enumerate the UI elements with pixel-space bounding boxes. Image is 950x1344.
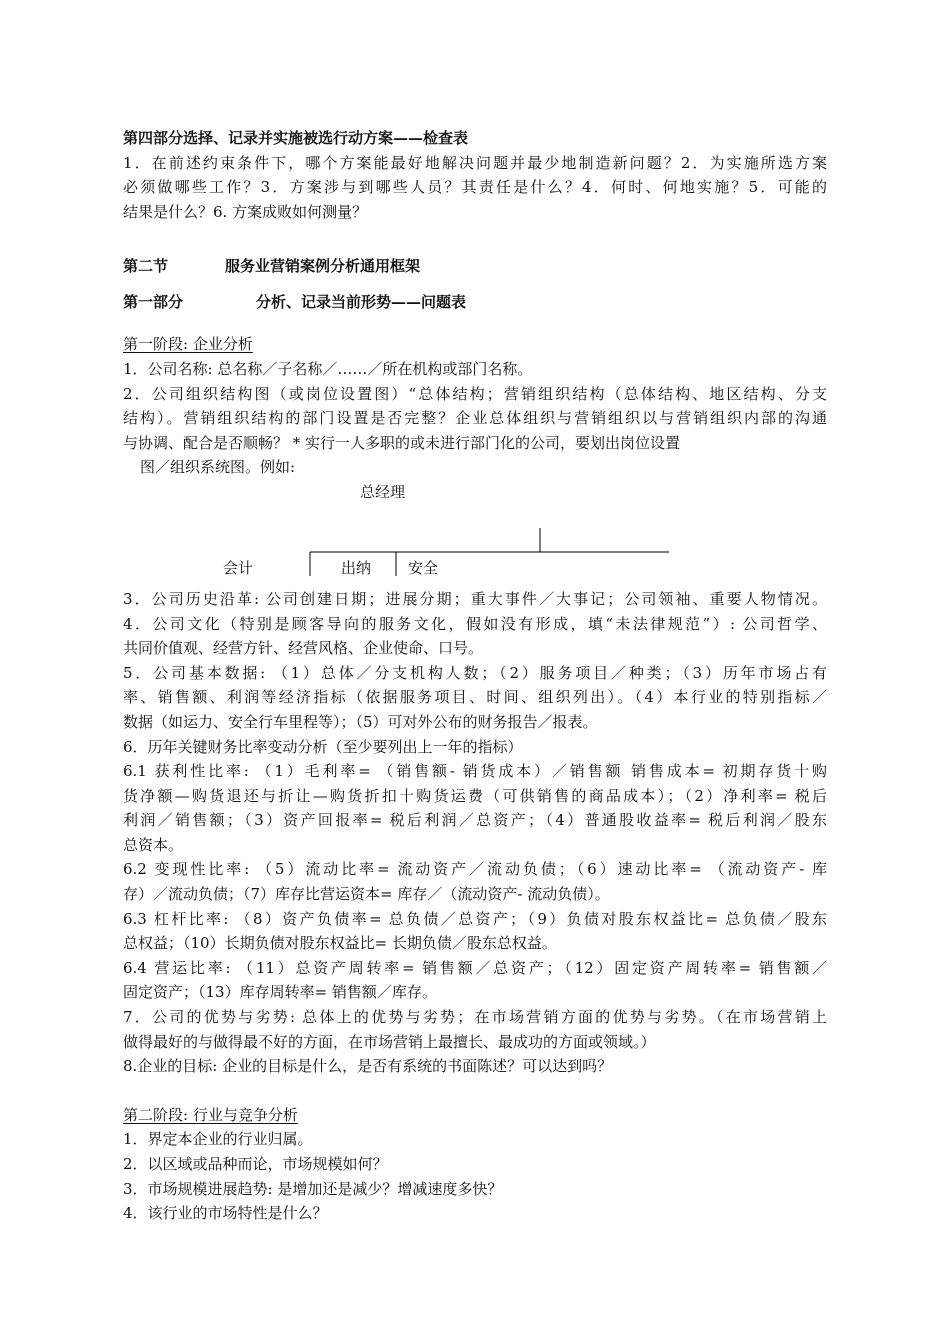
paragraph-line: 货净额—购货退还与折让—购货折扣十购货运费（可供销售的商品成本）；（2）净利率= 税后 bbox=[123, 786, 827, 805]
org-child-cashier: 出纳 bbox=[341, 558, 372, 577]
paragraph-line: 存）／流动负债；（7）库存比营运资本= 库存／（流动资产- 流动负债）。 bbox=[123, 885, 610, 904]
paragraph-line: 总资本。 bbox=[123, 835, 184, 854]
section-heading bbox=[123, 248, 827, 284]
part4-line: 1．在前述约束条件下，哪个方案能最好地解决问题并最少地制造新问题？2．为实施所选方案 bbox=[123, 153, 827, 172]
paragraph-line: 4．公司文化（特别是顾客导向的服务文化，假如没有形成，填“未法律规范”）: 公司哲学、 bbox=[123, 614, 827, 633]
paragraph-line: 总权益；（10）长期负债对股东权益比= 长期负债／股东总权益。 bbox=[123, 934, 557, 953]
paragraph-line: 5．公司基本数据: （1）总体／分支机构人数；（2）服务项目／种类；（3）历年市场占有 bbox=[123, 663, 827, 682]
paragraph-line: 与协调、配合是否顺畅？ * 实行一人多职的或未进行部门化的公司，要划出岗位设置 bbox=[123, 433, 681, 452]
paragraph-line: 共同价值观、经营方针、经营风格、企业使命、口号。 bbox=[123, 639, 484, 658]
org-child-accounting: 会计 bbox=[223, 558, 254, 577]
paragraph-line: 结构）。营销组织结构的部门设置是否完整？企业总体组织与营销组织以与营销组织内部的沟通 bbox=[123, 409, 827, 428]
paragraph-line: 8.企业的目标: 企业的目标是什么，是否有系统的书面陈述？可以达到吗？ bbox=[123, 1057, 613, 1076]
paragraph-line: 做得最好的与做得最不好的方面，在市场营销上最擅长、最成功的方面或领域。） bbox=[123, 1032, 656, 1051]
paragraph-line: 1．公司名称: 总名称／子名称／……／所在机构或部门名称。 bbox=[123, 359, 533, 378]
paragraph-line: 图／组织系统图。例如: bbox=[140, 458, 296, 477]
paragraph-line: 6.1 获利性比率: （1）毛利率= （销售额- 销货成本）／销售额 销售成本= 初期存货十购 bbox=[123, 762, 827, 781]
section-title: 服务业营销案例分析通用框架 bbox=[225, 257, 421, 276]
paragraph-line: 固定资产；（13）库存周转率= 销售额／库存。 bbox=[123, 983, 437, 1002]
stage1-title: 第一阶段: 企业分析 bbox=[123, 335, 253, 354]
paragraph-line: 率、销售额、利润等经济指标（依据服务项目、时间、组织列出）。（4）本行业的特别指标／ bbox=[123, 688, 827, 707]
paragraph-line: 6．历年关键财务比率变动分析（至少要列出上一年的指标） bbox=[123, 737, 523, 756]
part-label: 第一部分 bbox=[123, 293, 184, 312]
org-child-safety: 安全 bbox=[408, 558, 439, 577]
part4-line: 结果是什么？6. 方案成败如何测量？ bbox=[123, 202, 368, 221]
paragraph-line: 7．公司的优势与劣势: 总体上的优势与劣势；在市场营销方面的优势与劣势。（在市场营销上 bbox=[123, 1008, 827, 1027]
part-heading bbox=[123, 284, 827, 320]
document-body bbox=[123, 126, 827, 1226]
paragraph-line: 6.3 杠杆比率: （8）资产负债率= 总负债／总资产；（9）负债对股东权益比= 总负债／股东 bbox=[123, 909, 827, 928]
paragraph-line: 4．该行业的市场特性是什么？ bbox=[123, 1204, 328, 1223]
part-title: 分析、记录当前形势——问题表 bbox=[256, 293, 467, 312]
paragraph-line: 2．公司组织结构图（或岗位设置图）“总体结构；营销组织结构（总体结构、地区结构、分支 bbox=[123, 384, 827, 403]
paragraph-line: 3．市场规模进展趋势: 是增加还是减少？增减速度多快？ bbox=[123, 1179, 503, 1198]
paragraph-line: 利润／销售额；（3）资产回报率= 税后利润／总资产；（4）普通股收益率= 税后利润／股东 bbox=[123, 811, 827, 830]
paragraph-line: 1．界定本企业的行业归属。 bbox=[123, 1130, 313, 1149]
paragraph-line: 2．以区域或品种而论，市场规模如何？ bbox=[123, 1155, 388, 1173]
section-label: 第二节 bbox=[123, 257, 169, 276]
paragraph-line: 数据（如运力、安全行车里程等）；（5）可对外公布的财务报告／报表。 bbox=[123, 712, 598, 731]
paragraph-line: 6.4 营运比率: （11）总资产周转率= 销售额／总资产；（12）固定资产周转率= 销售额／ bbox=[123, 958, 827, 977]
paragraph-line: 3．公司历史沿革: 公司创建日期；进展分期；重大事件／大事记；公司领袖、重要人物情况。 bbox=[123, 589, 827, 608]
paragraph-line: 6.2 变现性比率: （5）流动比率= 流动资产／流动负债；（6）速动比率= （流动资产- 库 bbox=[123, 860, 827, 879]
part4-title: 第四部分选择、记录并实施被选行动方案——检查表 bbox=[123, 129, 469, 147]
stage2-title: 第二阶段: 行业与竞争分析 bbox=[123, 1105, 298, 1124]
part4-line: 必须做哪些工作？3．方案涉与到哪些人员？其责任是什么？4．何时、何地实施？5．可能的 bbox=[123, 178, 827, 197]
org-root: 总经理 bbox=[360, 482, 406, 501]
org-chart bbox=[123, 480, 827, 587]
